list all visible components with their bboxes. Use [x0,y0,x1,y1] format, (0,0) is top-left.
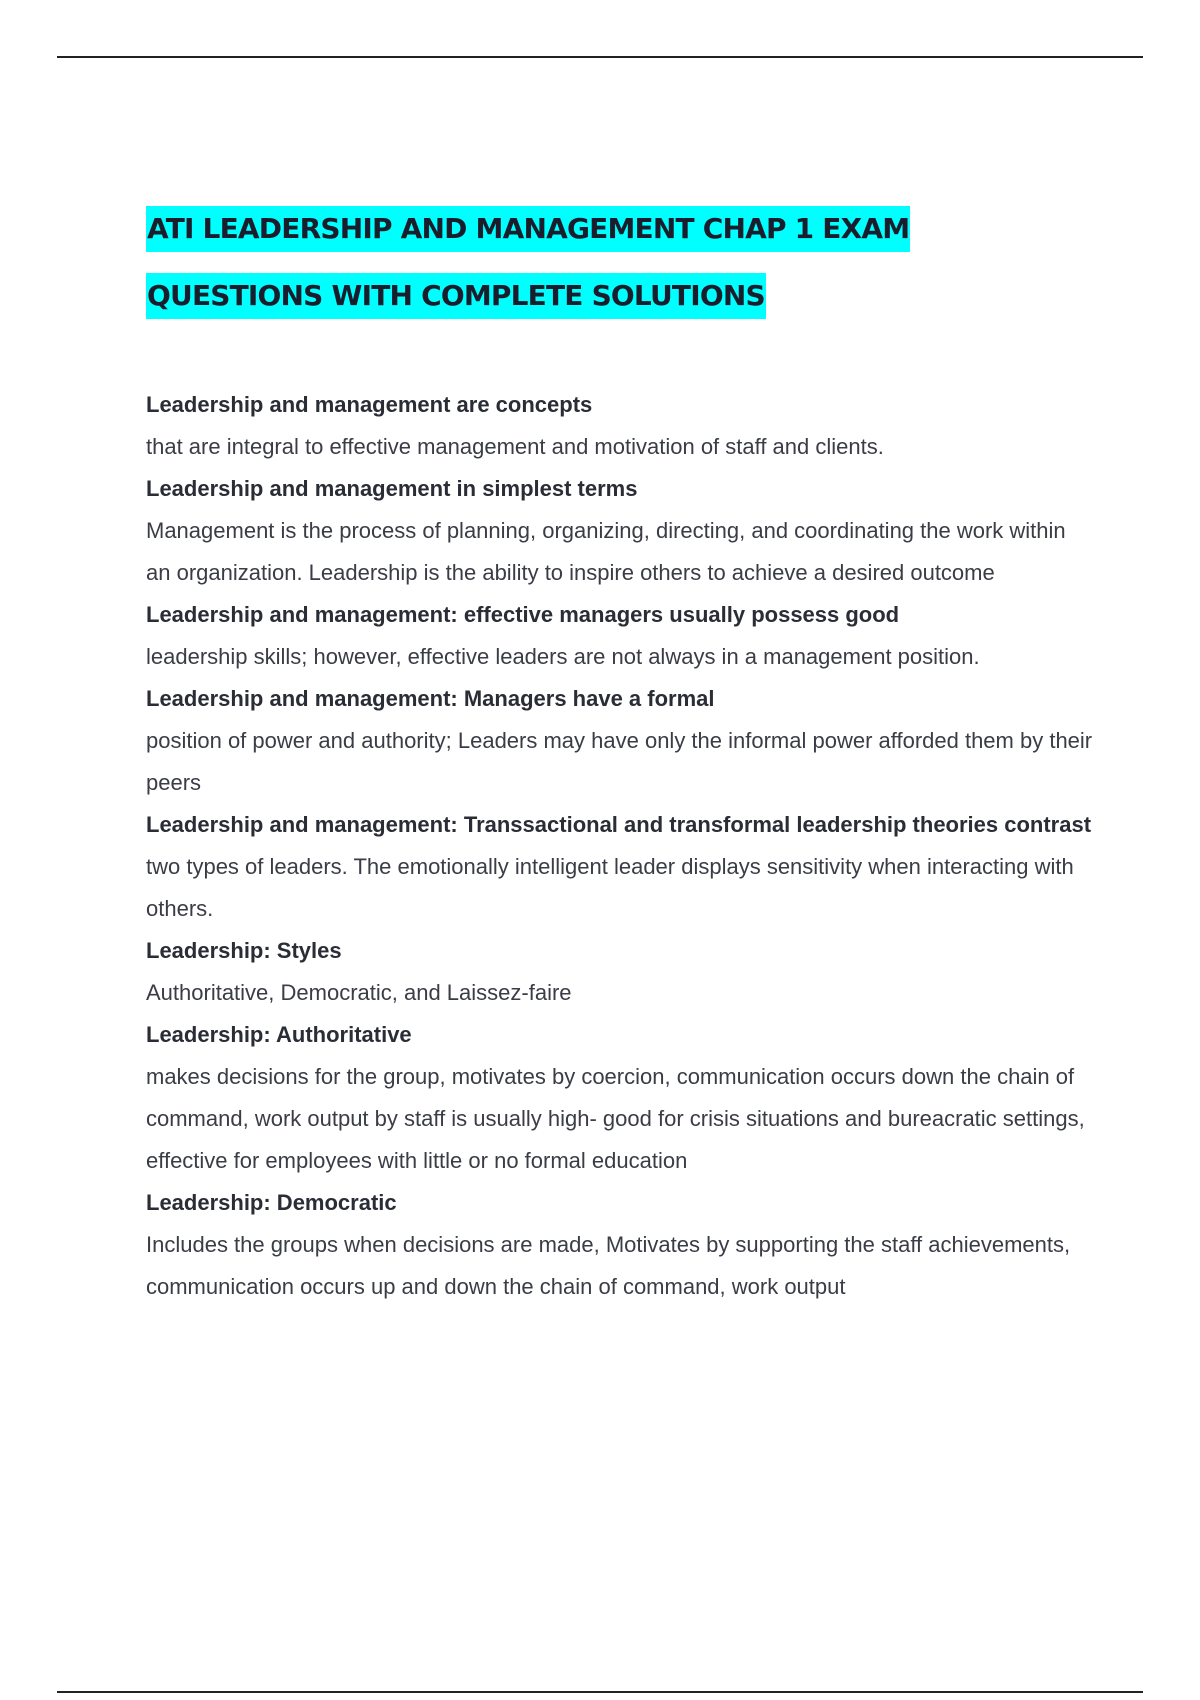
question-text: Leadership and management are concepts [146,392,593,417]
footer-rule [57,1691,1143,1693]
document-title-line-2 [146,273,1096,340]
title-highlight-2: QUESTIONS WITH COMPLETE SOLUTIONS [146,273,766,319]
question-text: Leadership: Authoritative [146,1022,412,1047]
title-highlight-1: ATI LEADERSHIP AND MANAGEMENT CHAP 1 EXAM [146,206,910,252]
question-text: Leadership and management: Transsactional and transformal leadership theories contrast [146,812,1092,837]
answer-text: position of power and authority; Leaders may have only the informal power afforded them by their peers [146,728,1093,795]
question-text: Leadership: Styles [146,938,342,963]
qa-list [146,384,1096,1308]
question-text: Leadership and management: Managers have a formal [146,686,715,711]
question-text: Leadership: Democratic [146,1190,397,1215]
question-text: Leadership and management: effective managers usually possess good [146,602,900,627]
answer-text: makes decisions for the group, motivates by coercion, communication occurs down the chain of command, work output by staff is usually high- good for crisis situations and bureacratic settings, effective for employees with little or no formal education [146,1064,1085,1173]
answer-text: Management is the process of planning, organizing, directing, and coordinating the work within an organization. Leadership is the ability to inspire others to achieve a desired outcome [146,518,1066,585]
header-rule [57,56,1143,58]
answer-text: Authoritative, Democratic, and Laissez-faire [146,980,572,1005]
document-title-line-1 [146,206,1096,273]
answer-text: leadership skills; however, effective leaders are not always in a management position. [146,644,980,669]
answer-text: that are integral to effective management and motivation of staff and clients. [146,434,884,459]
answer-text: two types of leaders. The emotionally intelligent leader displays sensitivity when interacting with others. [146,854,1074,921]
answer-text: Includes the groups when decisions are made, Motivates by supporting the staff achievements, communication occurs up and down the chain of command, work output [146,1232,1071,1299]
question-text: Leadership and management in simplest terms [146,476,638,501]
document-body [146,206,1096,1308]
